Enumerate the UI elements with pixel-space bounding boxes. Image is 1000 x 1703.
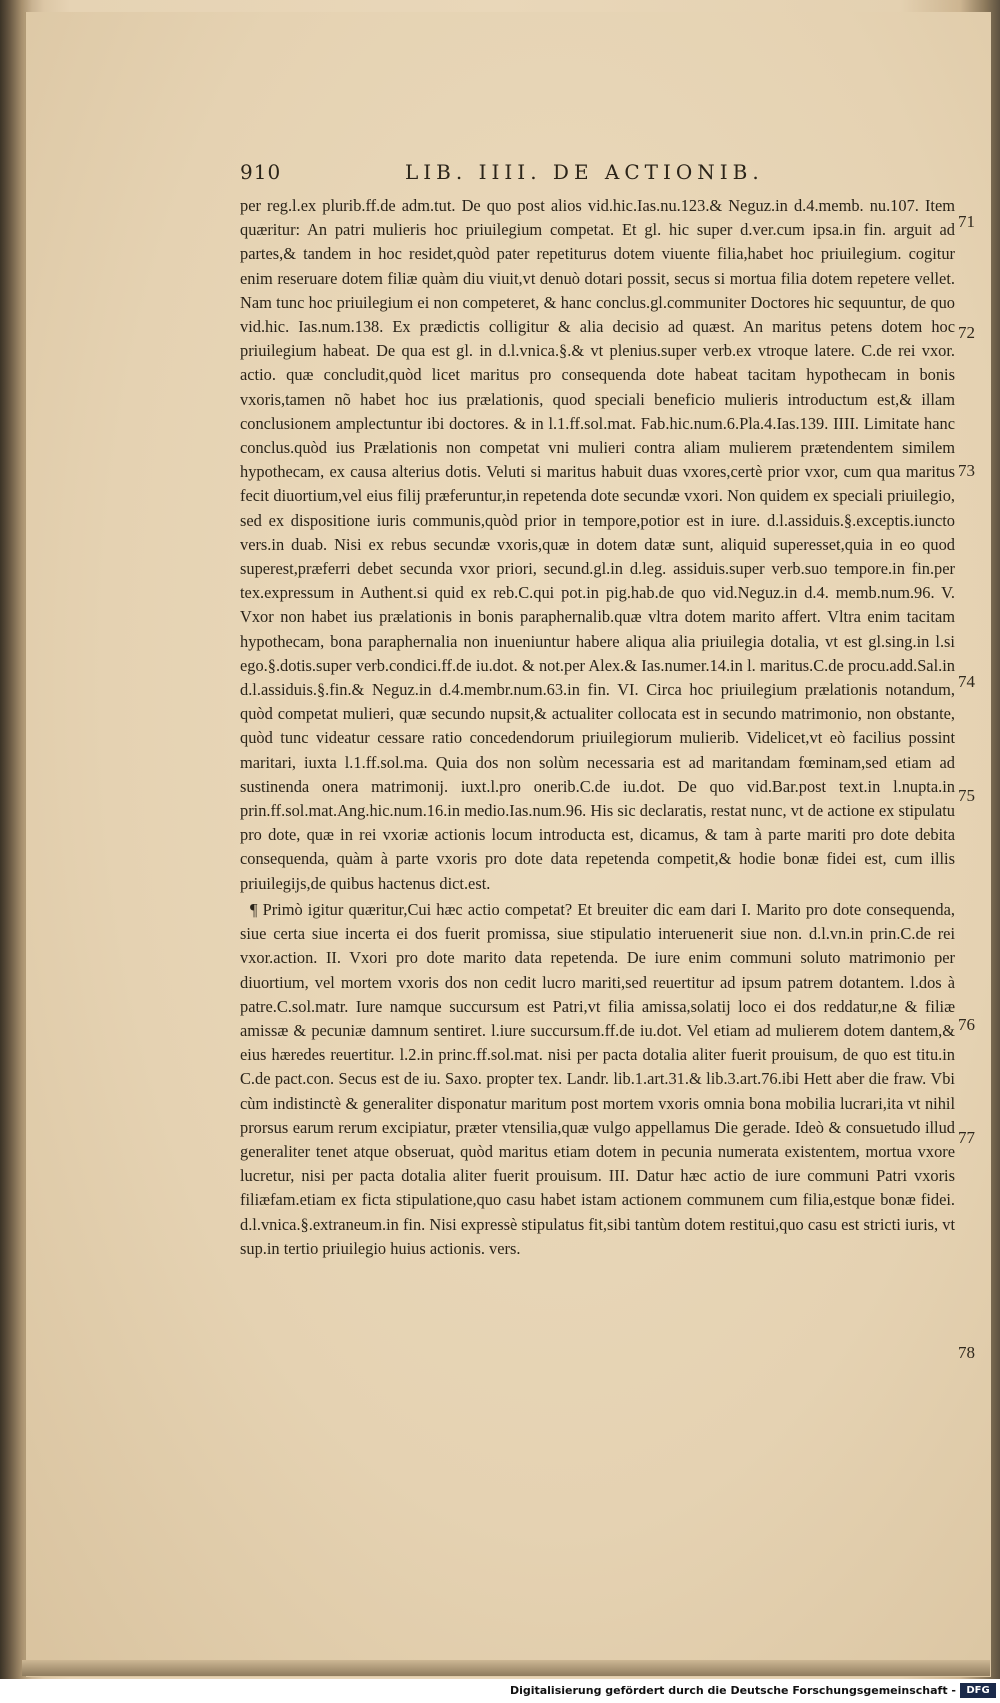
margin-number-77: 77 — [958, 1128, 975, 1147]
paragraph-primo: ¶ Primò igitur quæritur,Cui hæc actio competat? Et breuiter dic eam dari I. Marito pro dote consequenda, siue certa siue incerta ei dos fuerit promissa, siue stipulatio interuenerit siue non. d.l.vn.in prin.C.de rei vxor.action. II. Vxori pro dote marito data repetenda. De iure enim communi soluto matrimonio per diuortium, vel mortem vxoris dos non cedit lucro mariti,sed reuertitur ad ipsum patrem dotantem. l.dos à patre.C.sol.matr. Iure namque succursum est Patri,vt filia amissa,solatij loco ei dos reddatur,ne & filiæ amissæ & pecuniæ damnum sentiret. l.iure succursum.ff.de iu.dot. Vel etiam ad mulierem dotem dantem,& eius hæredes reuertitur. l.2.in princ.ff.sol.mat. nisi per pacta dotalia aliter fuerit prouisum, de quo est titu.in C.de pact.con. Secus est de iu. Saxo. propter tex. Landr. lib.1.art.31.& lib.3.art.76.ibi Hett aber die fraw. Vbi cùm indistinctè & generaliter disponatur maritum post mortem vxoris omnia bona mobilia lucrari,ita vt nihil prorsus earum rerum excipiatur, præter vtensilia,quæ vulgo appellamus Die gerade. Ideò & consuetudo illud generaliter tenet atque obseruat, quòd maritus etiam dotem in pecunia numerata existentem, mortua vxore lucretur, nisi per pacta dotalia aliter fuerit prouisum. III. Datur hæc actio de iure communi Patri vxoris filiæfam.etiam ex ficta stipulatione,quo casu habet istam actionem communem cum filia,estque bonæ fidei. d.l.vnica.§.extraneum.in fin. Nisi expressè stipulatus fit,sibi tantùm dotem restitui,quo casu est stricti iuris, vt sup.in tertio priuilegio huius actionis. vers. — [240, 899, 955, 1258]
margin-number-72: 72 — [958, 323, 975, 342]
margin-number-73: 73 — [958, 461, 975, 480]
footer-credit: Digitalisierung gefördert durch die Deutsche Forschungsgemeinschaft - — [509, 1684, 956, 1697]
margin-number-75: 75 — [958, 786, 975, 805]
body-text — [240, 194, 955, 1634]
margin-number-71: 71 — [958, 212, 975, 231]
paragraph-continued: per reg.l.ex plurib.ff.de adm.tut. De quo post alios vid.hic.Ias.nu.123.& Neguz.in d.4.memb. nu.107. Item quæritur: An patri mulieris hoc priuilegium competat. Et gl. hic super d.ver.cum ipsa.in fin. arguit ad partes,& tandem in hoc residet,quòd pater repetiturus dotem viuente filia,habet hoc priuilegium. cogitur enim reseruare dotem filiæ quàm diu viuit,vt denuò dotari possit, secus si mortua filia dotem repetere vellet. Nam tunc hoc priuilegium ei non competeret, & hanc conclus.gl.communiter Doctores hic sequuntur, de quo vid.hic. Ias.num.138. Ex prædictis colligitur & alia decisio ad quæst. An maritus petens dotem hoc priuilegium habeat. De qua est gl. in d.l.vnica.§.& vt plenius.super verb.ex vtroque latere. C.de rei vxor. actio. quæ concludit,quòd licet maritus pro consequenda dote habeat tacitam hypothecam in bonis vxoris,tamen nõ habet hoc ius prælationis, quod speciali beneficio mulieris introductum est,& illam conclusionem amplectuntur ibi doctores. & in l.1.ff.sol.mat. Fab.hic.num.6.Pla.4.Ias.139. IIII. Limitate hanc conclus.quòd ius Prælationis non competat vni mulieri contra aliam mulierem prætendentem similem hypothecam, ex causa alterius dotis. Veluti si maritus habuit duas vxores,certè prior vxor, cum qua maritus fecit diuortium,vel eius filij præferuntur,in repetenda dote secundæ vxori. Non quidem ex speciali priuilegio, sed ex dispositione iuris communis,quòd prior in tempore,potior est in iure. d.l.assiduis.§.exceptis.iuncto vers.in duab. Nisi ex rebus secundæ vxoris,quæ in dotem datæ sunt, aliquid superesset,quia in eo quod superest,præferri debet secunda vxor priori, secund.gl.in d.leg. assiduis.super verb.suo tempore.in fin.per tex.expressum in Authent.si quid ex reb.C.qui pot.in pig.hab.de quo vid.Neguz.in d.4. memb.num.96. V. Vxor non habet ius prælationis in bonis paraphernalib.quæ vltra dotem marito affert. Vltra enim tacitam hypothecam, bona paraphernalia non inueniuntur habere aliqua alia priuilegia dotalia, vt est gl.sing.in l.si ego.§.dotis.super verb.condici.ff.de iu.dot. & not.per Alex.& Ias.numer.14.in l. maritus.C.de procu.add.Sal.in d.l.assiduis.§.fin.& Neguz.in d.4.membr.num.63.in fin. VI. Circa hoc priuilegium prælationis notandum, quòd competat mulieri, quæ secundo nupsit,& actualiter collocata est in secundo matrimonio, non obstante, quòd tunc videatur cessare ratio concedendorum priuilegiorum mulierib. Videlicet,vt eò facilius possint maritari, iuxta l.1.ff.sol.ma. Quia dos non solùm necessaria est ad maritandam fœminam,sed etiam ad sustinenda onera matrimonij. iuxt.l.pro onerib.C.de iu.dot. De quo vid.Bar.post text.in l.nupta.in prin.ff.sol.mat.Ang.hic.num.16.in medio.Ias.num.96. His sic declaratis, restat nunc, vt de actione ex stipulatu pro dote, quæ in rei vxoriæ actionis locum introducta est, dicamus, & tam à parte mariti pro dote debita consequenda, quàm à parte vxoris pro dote data repetenda competit,& hodie bonæ fidei est, cum illis priuilegijs,de quibus hactenus dict.est. — [240, 196, 955, 893]
page-edge — [22, 1660, 990, 1676]
page-header — [240, 160, 960, 190]
margin-number-76: 76 — [958, 1015, 975, 1034]
running-title: LIB. IIII. DE ACTIONIB. — [405, 160, 764, 184]
margin-number-74: 74 — [958, 672, 975, 691]
page-number: 910 — [240, 160, 282, 184]
margin-number-78: 78 — [958, 1343, 975, 1362]
dfg-logo: DFG — [960, 1683, 996, 1698]
